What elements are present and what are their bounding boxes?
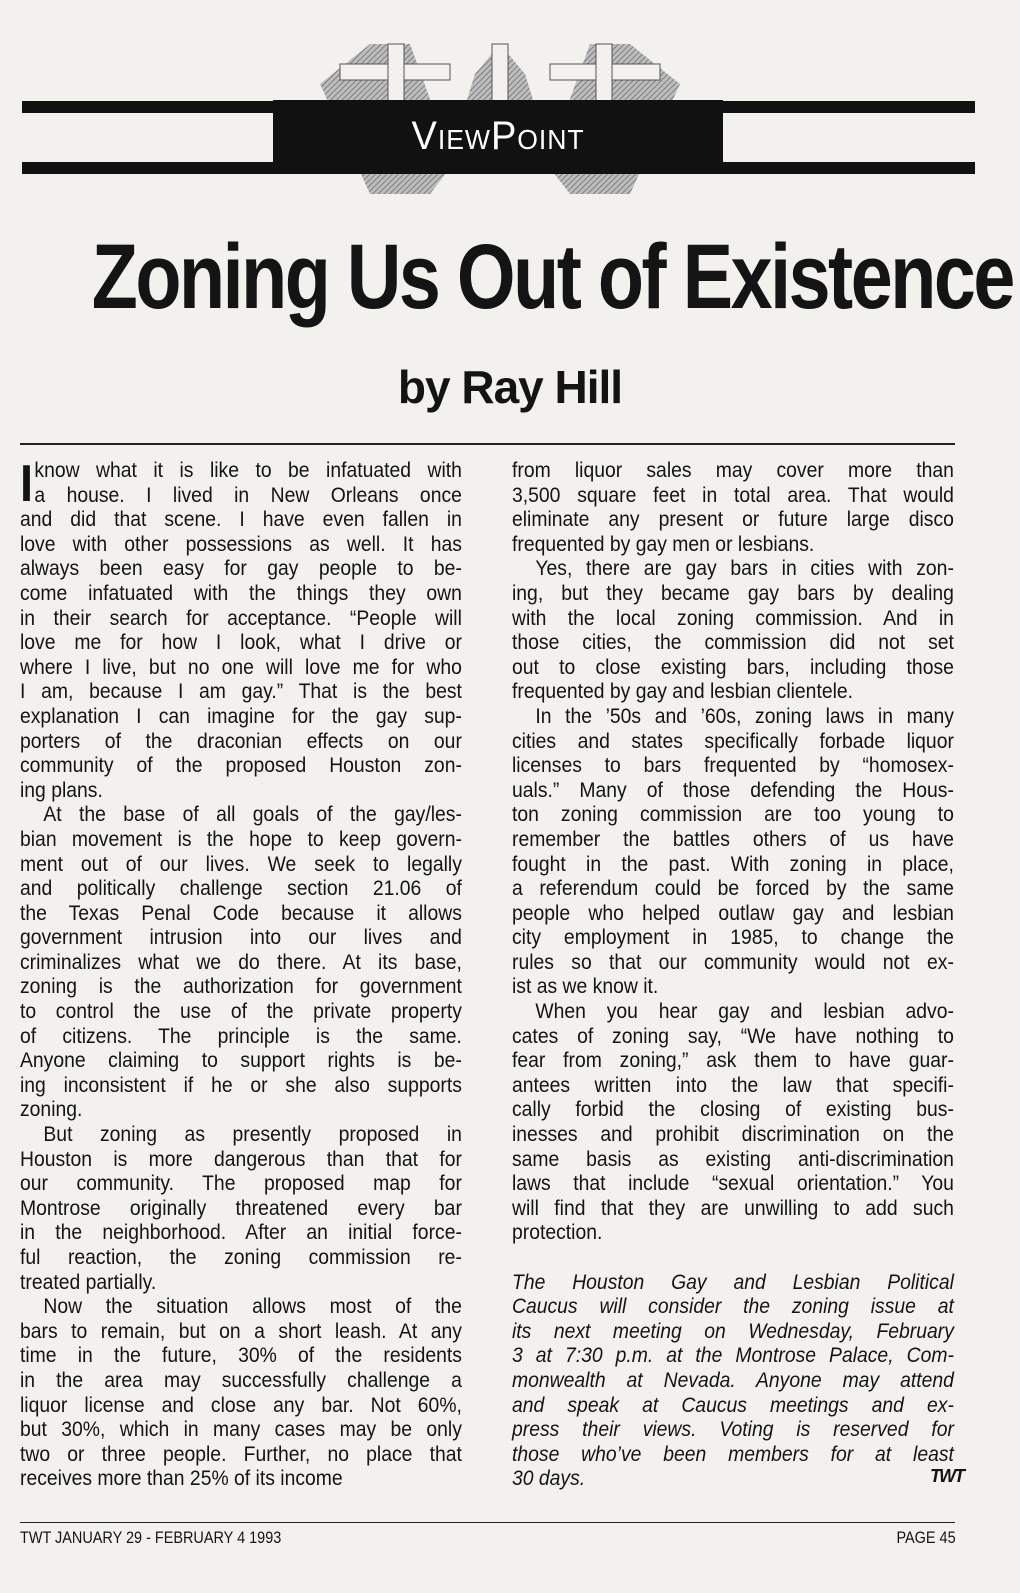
editor-note bbox=[512, 1270, 954, 1491]
paragraph bbox=[512, 704, 954, 999]
text-line: its next meeting on Wednesday, February bbox=[512, 1318, 954, 1343]
text-line: treated partially. bbox=[20, 1269, 157, 1294]
text-line: inesses and prohibit discrimination on the bbox=[512, 1122, 954, 1147]
drop-cap: I bbox=[20, 455, 34, 513]
text-line: fought in the past. With zoning in place, bbox=[512, 851, 954, 876]
byline-rule bbox=[20, 443, 955, 445]
text-line: Houston is more dangerous than that for bbox=[20, 1146, 462, 1171]
text-line: love with other possessions as well. It has bbox=[20, 531, 462, 556]
section-banner bbox=[273, 100, 723, 173]
text-line: 30 days. bbox=[512, 1466, 586, 1491]
footer-rule bbox=[20, 1522, 955, 1523]
text-line: frequented by gay and lesbian clientele. bbox=[512, 679, 854, 704]
text-line: the Texas Penal Code because it allows bbox=[20, 900, 462, 925]
text-line: Yes, there are gay bars in cities with zon- bbox=[535, 556, 954, 581]
text-line: Montrose originally threatened every bar bbox=[20, 1195, 462, 1220]
text-line: ist as we know it. bbox=[512, 974, 659, 999]
text-line: licenses to bars frequented by “homosex- bbox=[512, 753, 954, 778]
text-line: fear from zoning,” ask them to have guar- bbox=[512, 1048, 954, 1073]
text-line: in their search for acceptance. “People will bbox=[20, 605, 462, 630]
text-line: people who helped outlaw gay and lesbian bbox=[512, 900, 954, 925]
text-line: eliminate any present or future large disco bbox=[512, 507, 954, 532]
text-line: cally forbid the closing of existing bus- bbox=[512, 1097, 954, 1122]
text-line: cities and states specifically forbade liquor bbox=[512, 728, 954, 753]
footer-page-number: PAGE 45 bbox=[896, 1528, 956, 1547]
text-line: porters of the draconian effects on our bbox=[20, 728, 462, 753]
text-line: and speak at Caucus meetings and ex- bbox=[512, 1392, 954, 1417]
text-line: time in the future, 30% of the residents bbox=[20, 1343, 462, 1368]
text-line: frequented by gay men or lesbians. bbox=[512, 531, 815, 556]
text-line: our community. The proposed map for bbox=[20, 1171, 462, 1196]
text-line: ing plans. bbox=[20, 777, 103, 802]
text-line: same basis as existing anti-discrimination bbox=[512, 1146, 954, 1171]
text-line: where I live, but no one will love me for who bbox=[20, 654, 462, 679]
text-line: but 30%, which in many cases may be only bbox=[20, 1417, 462, 1442]
text-line: Now the situation allows most of the bbox=[43, 1294, 462, 1319]
footer-issue-date: TWT JANUARY 29 - FEBRUARY 4 1993 bbox=[20, 1528, 282, 1547]
text-line: rules so that our community would not ex- bbox=[512, 949, 954, 974]
text-line: those cities, the commission did not set bbox=[512, 630, 954, 655]
text-line: remember the battles others of us have bbox=[512, 826, 954, 851]
paragraph bbox=[20, 1122, 462, 1294]
text-line: zoning is the authorization for government bbox=[20, 974, 462, 999]
text-line: 3,500 square feet in total area. That would bbox=[512, 482, 954, 507]
text-line: to control the use of the private property bbox=[20, 999, 462, 1024]
text-line: will find that they are unwilling to add such bbox=[512, 1195, 954, 1220]
text-line: ton zoning commission are too young to bbox=[512, 802, 954, 827]
text-line: Caucus will consider the zoning issue at bbox=[512, 1294, 954, 1319]
text-line: always been easy for gay people to be- bbox=[20, 556, 462, 581]
paragraph bbox=[512, 556, 954, 704]
text-line: explanation I can imagine for the gay sup- bbox=[20, 703, 462, 728]
text-line: But zoning as presently proposed in bbox=[43, 1122, 462, 1147]
text-line: bars to remain, but on a short leash. At any bbox=[20, 1318, 462, 1343]
text-line: monwealth at Nevada. Anyone may attend bbox=[512, 1367, 954, 1392]
text-line: those who’ve been members for at least bbox=[512, 1441, 954, 1466]
text-line: a house. I lived in New Orleans once bbox=[34, 482, 462, 507]
text-line: cates of zoning say, “We have nothing to bbox=[512, 1023, 954, 1048]
text-line: criminalizes what we do there. At its base, bbox=[20, 949, 462, 974]
text-line: antees written into the law that specifi- bbox=[512, 1072, 954, 1097]
paragraph-gap bbox=[512, 1245, 954, 1270]
text-line: zoning. bbox=[20, 1097, 83, 1122]
text-line: laws that include “sexual orientation.” You bbox=[512, 1171, 954, 1196]
text-line: 3 at 7:30 p.m. at the Montrose Palace, Com- bbox=[512, 1343, 954, 1368]
text-line: receives more than 25% of its income bbox=[20, 1466, 343, 1491]
paragraph bbox=[512, 458, 954, 556]
text-line: in the neighborhood. After an initial force- bbox=[20, 1220, 462, 1245]
text-line: two or three people. Further, no place that bbox=[20, 1441, 462, 1466]
text-line: bian movement is the hope to keep govern- bbox=[20, 826, 462, 851]
text-line: out to close existing bars, including those bbox=[512, 654, 954, 679]
text-line: press their views. Voting is reserved for bbox=[512, 1417, 954, 1442]
text-line: community of the proposed Houston zon- bbox=[20, 753, 462, 778]
text-line: ing, but they became gay bars by dealing bbox=[512, 580, 954, 605]
text-line: and politically challenge section 21.06 of bbox=[20, 876, 462, 901]
text-line: a referendum could be forced by the same bbox=[512, 876, 954, 901]
text-line: come infatuated with the things they own bbox=[20, 580, 462, 605]
text-line: uals.” Many of those defending the Hous- bbox=[512, 777, 954, 802]
article-byline: by Ray Hill bbox=[397, 361, 623, 413]
section-label: ViewPoint bbox=[411, 114, 585, 158]
end-mark-logo: TWT bbox=[930, 1466, 963, 1486]
text-line: The Houston Gay and Lesbian Political bbox=[512, 1269, 954, 1294]
text-line: ing inconsistent if he or she also supports bbox=[20, 1072, 462, 1097]
paragraph bbox=[512, 999, 954, 1245]
article-column-1 bbox=[20, 455, 462, 1491]
text-line: ful reaction, the zoning commission re- bbox=[20, 1245, 462, 1269]
text-line: love me for how I look, what I drive or bbox=[20, 630, 462, 655]
text-line: I am, because I am gay.” That is the best bbox=[20, 679, 462, 704]
text-line: liquor license and close any bar. Not 60%, bbox=[20, 1392, 462, 1417]
text-line: in the area may successfully challenge a bbox=[20, 1367, 462, 1392]
paragraph bbox=[20, 1294, 462, 1491]
paragraph bbox=[20, 802, 462, 1122]
article-title: Zoning Us Out of Existence bbox=[91, 226, 1013, 328]
text-line: with the local zoning commission. And in bbox=[512, 605, 954, 630]
text-line: ment out of our lives. We seek to legally bbox=[20, 851, 462, 876]
text-line: protection. bbox=[512, 1220, 603, 1245]
paragraph bbox=[20, 455, 462, 802]
text-line: city employment in 1985, to change the bbox=[512, 925, 954, 950]
text-line: Anyone claiming to support rights is be- bbox=[20, 1048, 462, 1073]
text-line: At the base of all goals of the gay/les- bbox=[43, 802, 462, 827]
text-line: of citizens. The principle is the same. bbox=[20, 1023, 462, 1048]
text-line: In the ’50s and ’60s, zoning laws in many bbox=[535, 703, 954, 728]
text-line: When you hear gay and lesbian advo- bbox=[535, 999, 954, 1024]
text-line: from liquor sales may cover more than bbox=[512, 458, 954, 482]
text-line: know what it is like to be infatuated with bbox=[34, 458, 462, 482]
text-line: government intrusion into our lives and bbox=[20, 925, 462, 950]
text-line: and did that scene. I have even fallen in bbox=[20, 507, 462, 532]
article-column-2 bbox=[512, 458, 954, 1491]
